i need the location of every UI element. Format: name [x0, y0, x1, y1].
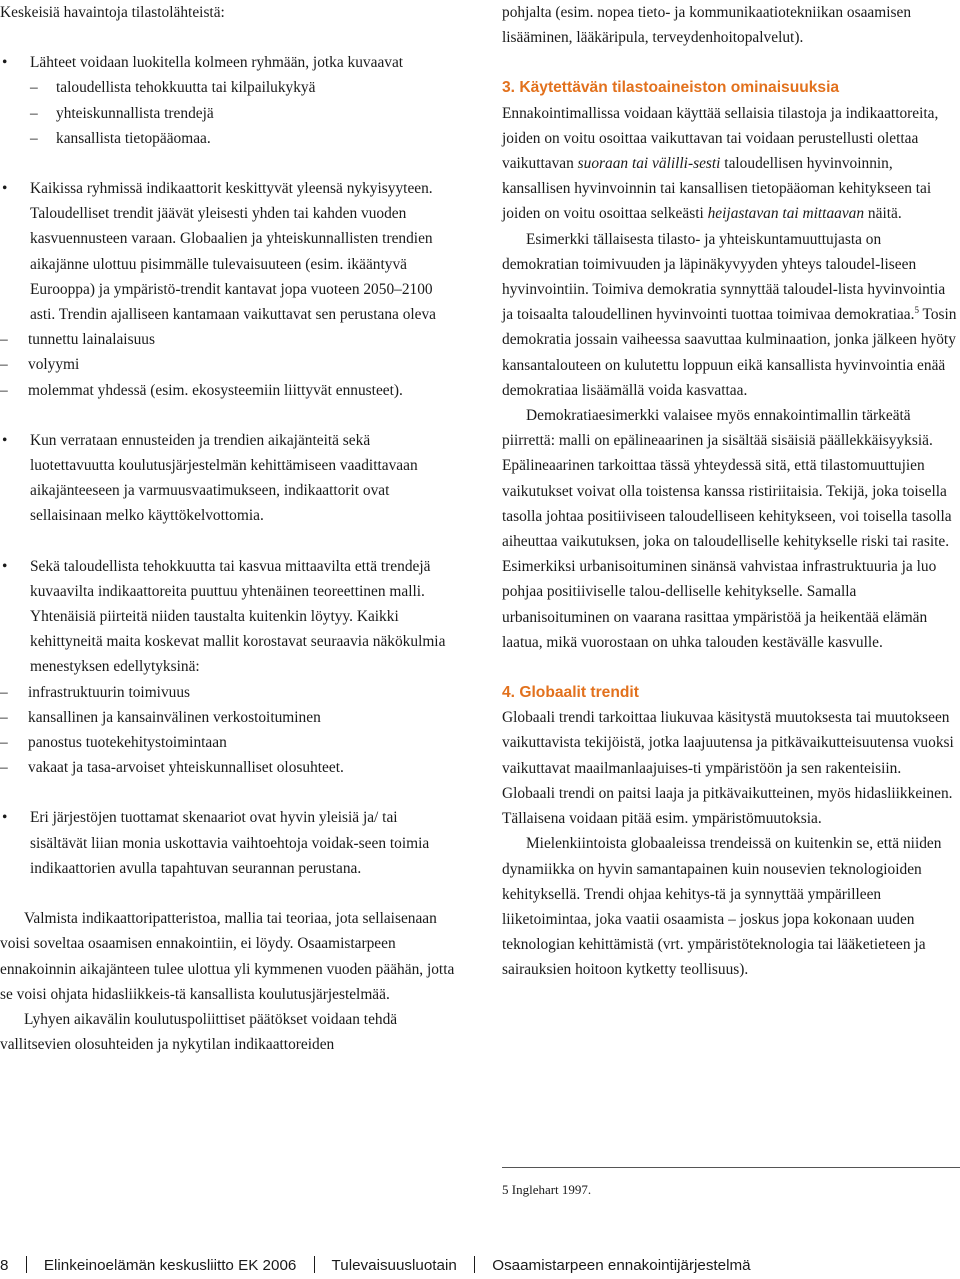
paragraph-continued: pohjalta (esim. nopea tieto- ja kommunikaatiotekniikan osaamisen lisääminen, lääkäripula, terveydenhoitopalvelut).	[502, 4, 912, 47]
paragraph: Globaali trendi tarkoittaa liukuvaa käsitystä muutoksesta tai muutokseen vaikuttavista tekijöistä, jotka laajuutensa ja pitkävaikutteisuutensa vuoksi vaikuttavat maailmanlaajuises-ti ympäristöön ja sen rakenteisiin. Globaali trendi on paitsi laaja ja pitkävaikutteinen, myös hidasliikkeinen. Tällaisena voidaan pitää esim. ympäristömuutoksia.	[502, 709, 954, 828]
bullet-scenarios: • Eri järjestöjen tuottamat skenaariot ovat hyvin yleisiä ja/ tai sisältävät liian monia uskottavia vaihtoehtoja voidak-seen toimia indikaattorien avulla tapahtuvan seurannan perustana.	[0, 805, 455, 881]
dash-item: – kansallista tietopääomaa.	[0, 126, 455, 151]
paragraph: Valmista indikaattoripatteristoa, mallia tai teoriaa, jota sellaisenaan voisi soveltaa osaamisen ennakointiin, ei löydy. Osaamistarpeen ennakoinnin aikajänteen tulee ulottua yli kymmenen vuoden päähän, jotta se voisi ohjata hidasliikkeis-tä kansallista koulutusjärjestelmää.	[0, 910, 455, 1003]
dash-item: – molemmat yhdessä (esim. ekosysteemiin liittyvät ennusteet).	[0, 378, 455, 403]
dash-item: – vakaat ja tasa-arvoiset yhteiskunnalliset olosuhteet.	[0, 755, 455, 780]
timespan-dash-list	[0, 327, 455, 403]
paragraph: Mielenkiintoista globaaleissa trendeissä on kuitenkin se, että niiden dynamiikka on hyvin samantapainen kuin nousevien teknologioiden kehityksellä. Trendi ohjaa kehitys-tä ja synnyttää ympärilleen liiketoimintaa, joka vaatii osaamista – joskus jopa kokonaan uuden teknologian kehittämistä (vrt. ympäristöteknologia tai lääketieteen ja sairauksien hoitoon kytketty teollisuus).	[502, 835, 942, 979]
paragraph: Ennakointimallissa voidaan käyttää sellaisia tilastoja ja indikaattoreita, joiden on voitu osoittaa vaikuttavan tai voidaan perustellusti olettaa vaikuttavan suoraan tai välilli-sesti taloudellisen hyvinvoinnin, kansallisen hyvinvoinnin tai kansallisen tietopääoman kehitykseen tai joiden on voitu osoittaa selkeästi heijastavan tai mittaavan näitä.	[502, 104, 939, 223]
section-heading-3: 3. Käytettävän tilastoaineiston ominaisuuksia	[502, 79, 840, 97]
section-heading-4: 4. Globaalit trendit	[502, 684, 639, 702]
footer-title: Osaamistarpeen ennakointijärjestelmä	[492, 1257, 751, 1274]
footer-org: Elinkeinoelämän keskusliitto EK 2006	[43, 1257, 297, 1274]
dash-item: – panostus tuotekehitystoimintaan	[0, 730, 455, 755]
left-column	[0, 0, 455, 1057]
footnote-ref: 5	[914, 305, 919, 316]
dash-item: – yhteiskunnallista trendejä	[0, 101, 455, 126]
page-number: 8	[0, 1257, 9, 1274]
footer-separator	[474, 1256, 475, 1273]
footnote: 5 Inglehart 1997.	[502, 1182, 592, 1197]
bullet-model: • Sekä taloudellista tehokkuutta tai kasvua mittaavilta että trendejä kuvaavilta indikaattoreita puuttuu yhtenäinen teoreettinen malli. Yhtenäisiä piirteitä niiden taustalta kuitenkin löytyy. Kaikki kehittyneitä maita koskevat mallit korostavat seuraavia näkökulmia menestyksen edellytyksinä:	[0, 554, 455, 680]
paragraph: Esimerkki tällaisesta tilasto- ja yhteiskuntamuuttujasta on demokratian toimivuuden ja läpinäkyvyyden yhteys taloudel-liseen hyvinvointiin. Toimiva demokratia synnyttää taloudel-lista hyvinvointia ja toisaalta taloudellinen hyvinvointi tuottaa toimivaa demokratiaa.$^5$ Tosin demokratia jossain vaiheessa saavuttaa kulminaation, jonka jälkeen hyöty kansantalouteen on kulutettu loppuun eikä kansallista hyvinvointia enää demokratiaa lisäämällä voida kasvattaa.	[502, 230, 957, 399]
footer-separator	[26, 1256, 27, 1273]
findings-list	[0, 50, 455, 75]
paragraph: Lyhyen aikavälin koulutuspoliittiset päätökset voidaan tehdä vallitsevien olosuhteiden ja nykytilan indikaattoreiden	[0, 1010, 398, 1054]
sources-dash-list	[0, 75, 455, 151]
dash-item: – kansallinen ja kansainvälinen verkostoituminen	[0, 705, 455, 730]
dash-item: – tunnettu lainalaisuus	[0, 327, 455, 352]
footer-separator	[314, 1256, 315, 1273]
dash-item: – volyymi	[0, 352, 455, 377]
intro-heading: Keskeisiä havaintoja tilastolähteistä:	[0, 4, 225, 21]
right-column	[502, 0, 957, 983]
bullet-sources: • Lähteet voidaan luokitella kolmeen ryhmään, jotka kuvaavat	[0, 50, 455, 75]
bullet-comparison: • Kun verrataan ennusteiden ja trendien aikajänteitä sekä luotettavuutta koulutusjärjestelmän kehittämiseen vaadittavaan aikajänteeseen ja varmuusvaatimukseen, indikaattorit ovat sellaisinaan melko käyttökelvottomia.	[0, 428, 455, 529]
dash-item: – infrastruktuurin toimivuus	[0, 680, 455, 705]
footer-series: Tulevaisuusluotain	[331, 1257, 457, 1274]
dash-item: – taloudellista tehokkuutta tai kilpailukykyä	[0, 75, 455, 100]
paragraph: Demokratiaesimerkki valaisee myös ennakointimallin tärkeätä piirrettä: malli on epälineaarinen ja sisältää sisäisiä päällekkäisyyksiä. Epälineaarinen tarkoittaa tässä yhteydessä sitä, että tilastomuuttujien vaikutukset voivat olla toistensa kanssa ristiriitaisia. Tekijä, joka toisella tasolla johtaa positiiviseen taloudelliseen kehitykseen, voi toisella tasolla aiheuttaa vaikutuksen, joka on taloudelliselle kehitykselle riski tai rasite. Esimerkiksi urbanisoituminen sinänsä vahvistaa infrastruktuuria ja luo pohjaa positiiviselle talou-delliselle kehitykselle. Samalla urbanisoituminen on vaarana rasittaa ympäristöä ja heikentää elämän laatua, mikä vuorostaan on uhka talouden kestävälle kasvulle.	[502, 407, 952, 651]
footnote-rule	[502, 1167, 960, 1168]
success-dash-list	[0, 680, 455, 781]
page-footer	[0, 1256, 751, 1274]
bullet-timespan: • Kaikissa ryhmissä indikaattorit keskittyvät yleensä nykyisyyteen. Taloudelliset trendit jäävät yleisesti yhden tai kahden vuoden kasvuennusteen varaan. Globaalien ja yhteiskunnallisten trendien aikajänne ulottuu pisimmälle tulevaisuuteen (esim. ikääntyvä Eurooppa) ja ympäristö-trendit kantavat jopa vuoteen 2050–2100 asti. Trendin ajalliseen kantamaan vaikuttavat sen perustana oleva	[0, 176, 455, 327]
